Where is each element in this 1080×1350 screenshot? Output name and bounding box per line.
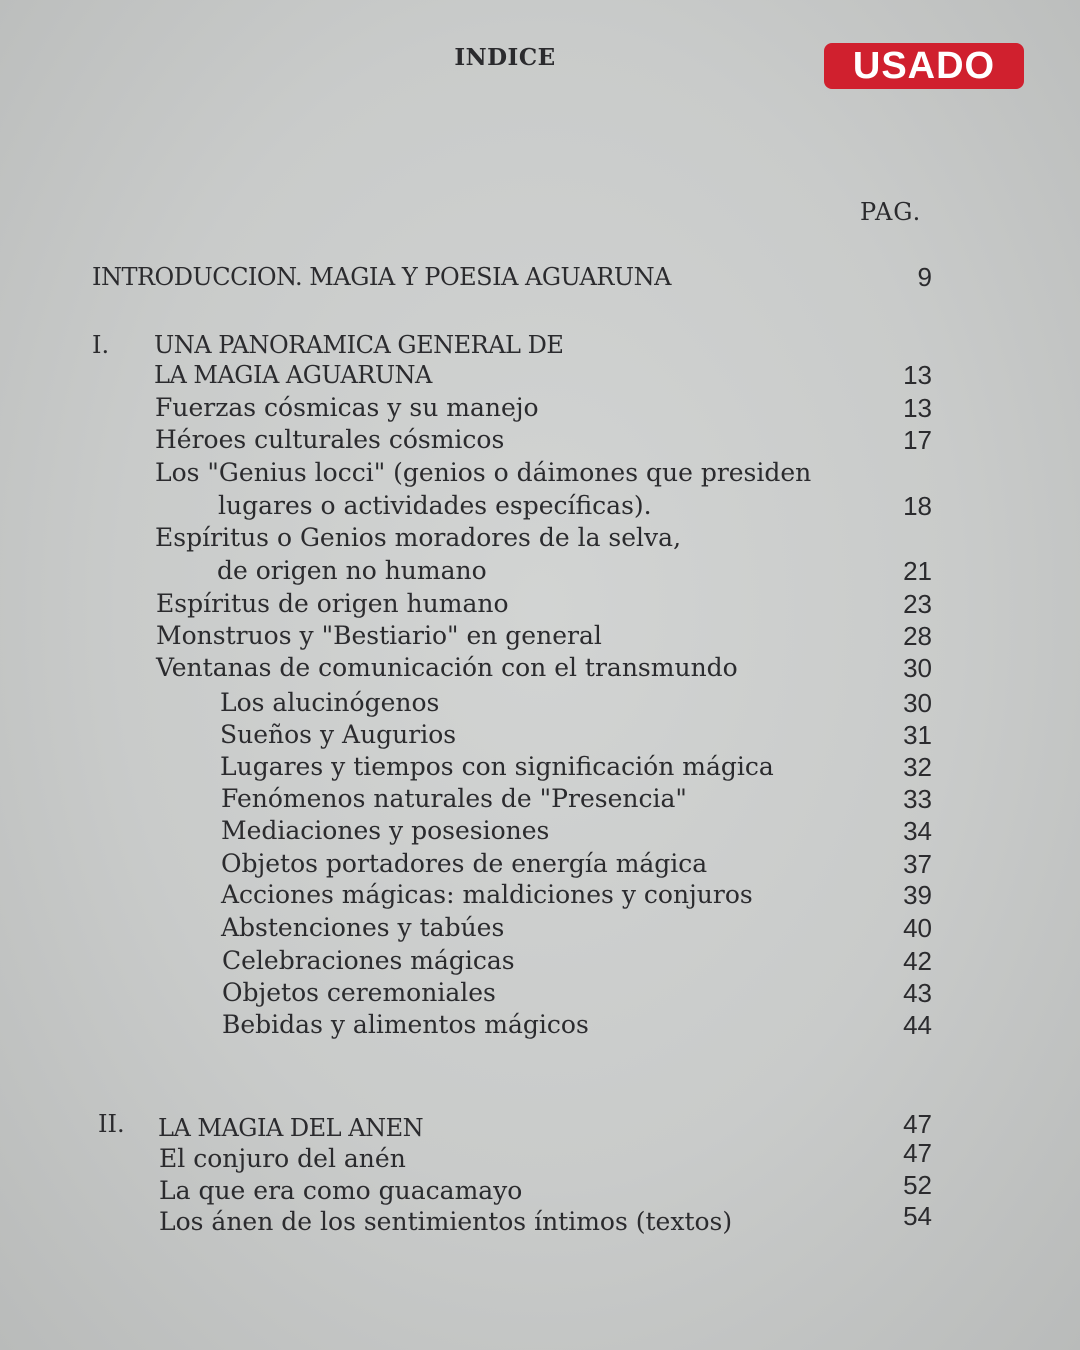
toc-entry-page: 52 [903, 1170, 932, 1200]
toc-entry-page: 34 [903, 816, 932, 846]
toc-entry [0, 424, 1080, 456]
toc-subentry [0, 815, 1080, 847]
toc-entry [0, 620, 1080, 652]
toc-subentry [0, 783, 1080, 815]
toc-entry [0, 457, 1080, 489]
section-2-heading [0, 1108, 1080, 1140]
section-1-heading [0, 329, 1080, 361]
toc-entry-page: 32 [903, 752, 932, 782]
toc-entry-text: de origen no humano [217, 556, 487, 585]
toc-entry-text: Abstenciones y tabúes [221, 913, 505, 942]
toc-entry-page: 54 [903, 1201, 932, 1231]
toc-subentry [0, 879, 1080, 911]
toc-entry-page: 30 [903, 688, 932, 718]
toc-entry-text: Bebidas y alimentos mágicos [222, 1010, 589, 1039]
toc-subentry [0, 977, 1080, 1009]
section-title: LA MAGIA DEL ANEN [158, 1114, 424, 1142]
toc-subentry [0, 945, 1080, 977]
toc-entry-page: 21 [903, 556, 932, 586]
toc-entry-cont [0, 490, 1080, 522]
toc-entry-text: Espíritus o Genios moradores de la selva, [155, 523, 682, 552]
toc-entry-text: Monstruos y "Bestiario" en general [156, 621, 602, 650]
toc-entry [0, 522, 1080, 554]
toc-entry-text: Fenómenos naturales de "Presencia" [221, 784, 687, 813]
toc-entry-page: 47 [903, 1138, 932, 1168]
section-1-heading-cont [0, 359, 1080, 391]
toc-entry-text: Espíritus de origen humano [156, 589, 509, 618]
toc-entry-page: 44 [903, 1010, 932, 1040]
toc-subentry [0, 719, 1080, 751]
section-title: LA MAGIA AGUARUNA [154, 361, 432, 389]
toc-entry-page: 23 [903, 589, 932, 619]
toc-entry-page: 31 [903, 720, 932, 750]
toc-entry-page: 28 [903, 621, 932, 651]
toc-entry-text: Los alucinógenos [220, 688, 440, 717]
toc-entry-page: 9 [917, 262, 932, 292]
toc-entry-text: El conjuro del anén [159, 1144, 406, 1173]
toc-entry [0, 1201, 1080, 1238]
toc-entry-page: 37 [903, 849, 932, 879]
toc-subentry [0, 912, 1080, 944]
toc-entry-page: 30 [903, 653, 932, 683]
used-badge: USADO [824, 43, 1024, 89]
toc-subentry [0, 687, 1080, 719]
toc-entry-text: Acciones mágicas: maldiciones y conjuros [221, 880, 753, 909]
toc-entry-page: 43 [903, 978, 932, 1008]
toc-entry-page: 40 [903, 913, 932, 943]
toc-entry-text: Ventanas de comunicación con el transmundo [156, 653, 738, 682]
toc-subentry [0, 1009, 1080, 1041]
toc-entry [0, 588, 1080, 620]
toc-entry-page: 13 [903, 360, 932, 390]
toc-entry-text: Mediaciones y posesiones [221, 816, 550, 845]
toc-entry-text: Héroes culturales cósmicos [155, 425, 505, 454]
toc-entry-text: Objetos portadores de energía mágica [221, 849, 708, 878]
toc-entry [0, 652, 1080, 684]
toc-entry-page: 42 [903, 946, 932, 976]
toc-entry-text: Objetos ceremoniales [222, 978, 496, 1007]
toc-entry-page: 39 [903, 880, 932, 910]
toc-entry-text: Los "Genius locci" (genios o dáimones que presiden [155, 458, 812, 487]
toc-entry-page: 13 [903, 393, 932, 423]
toc-entry-text: Los ánen de los sentimientos íntimos (textos) [159, 1207, 733, 1236]
section-number: II. [98, 1110, 125, 1138]
toc-entry-intro [0, 261, 1080, 293]
toc-subentry [0, 751, 1080, 783]
toc-entry-text: Celebraciones mágicas [222, 946, 515, 975]
toc-entry-text: Lugares y tiempos con significación mágica [220, 752, 774, 781]
section-title: UNA PANORAMICA GENERAL DE [154, 331, 564, 359]
toc-entry-page: 17 [903, 425, 932, 455]
toc-entry-page: 47 [903, 1109, 932, 1139]
toc-entry-page: 18 [903, 491, 932, 521]
toc-entry-text: INTRODUCCION. MAGIA Y POESIA AGUARUNA [92, 263, 671, 291]
toc-entry-text: La que era como guacamayo [159, 1176, 523, 1205]
toc-entry-text: lugares o actividades específicas). [218, 491, 652, 520]
toc-entry-text: Sueños y Augurios [220, 720, 457, 749]
toc-entry [0, 392, 1080, 424]
toc-entry-page: 33 [903, 784, 932, 814]
toc-entry-cont [0, 555, 1080, 587]
page-heading: INDICE [454, 44, 556, 71]
toc-entry-text: Fuerzas cósmicas y su manejo [155, 393, 539, 422]
toc-subentry [0, 848, 1080, 880]
page-column-label: PAG. [860, 198, 922, 226]
section-number: I. [92, 331, 110, 359]
